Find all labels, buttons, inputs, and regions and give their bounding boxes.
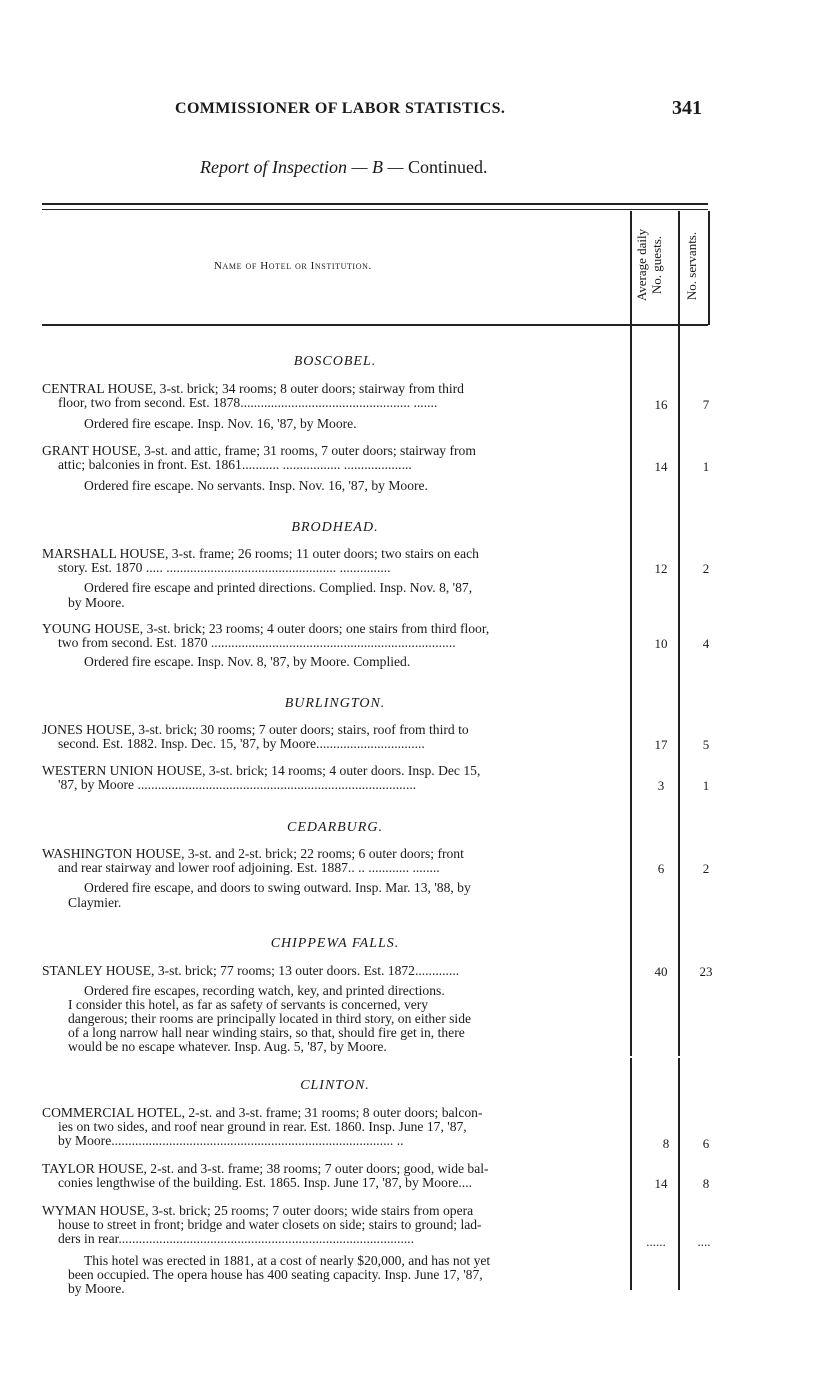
- guests-value: 14: [654, 459, 668, 474]
- column-header-servants: [684, 226, 700, 306]
- entry-note: been occupied. The opera house has 400 seating capacity. Insp. June 17, '87,: [68, 1268, 483, 1282]
- section-heading: BOSCOBEL.: [293, 354, 377, 369]
- guests-value: 6: [657, 861, 665, 876]
- entry-western-union-house: [42, 764, 630, 792]
- entry-commercial-hotel: [42, 1106, 630, 1149]
- running-head: COMMISSIONER OF LABOR STATISTICS.: [175, 100, 506, 117]
- guests-value: 17: [654, 737, 668, 752]
- entry-line: CENTRAL HOUSE, 3-st. brick; 34 rooms; 8 outer doors; stairway from third: [42, 382, 464, 396]
- col-rule-2b: [678, 1058, 680, 1290]
- entry-line: by Moore................................................................................... ..: [58, 1134, 404, 1149]
- col-rule-1b: [630, 1058, 632, 1290]
- header-rule: [42, 324, 708, 326]
- entry-central-house: [42, 382, 630, 410]
- entry-note: I consider this hotel, as far as safety of servants is concerned, very: [68, 998, 429, 1012]
- section-heading: CHIPPEWA FALLS.: [270, 936, 400, 951]
- entry-line: ies on two sides, and roof near ground in rear. Est. 1860. Insp. June 17, '87,: [58, 1120, 467, 1135]
- entry-line: GRANT HOUSE, 3-st. and attic, frame; 31 rooms, 7 outer doors; stairway from: [42, 444, 476, 458]
- entry-line: story. Est. 1870 ..... .................................................. ...............: [58, 561, 391, 576]
- entry-note: This hotel was erected in 1881, at a cost of nearly $20,000, and has not yet: [84, 1254, 491, 1268]
- entry-line: COMMERCIAL HOTEL, 2-st. and 3-st. frame; 31 rooms; 8 outer doors; balcon-: [42, 1106, 483, 1120]
- entry-note: dangerous; their rooms are principally located in third story, on either side: [68, 1012, 472, 1026]
- section-heading: CLINTON.: [300, 1078, 370, 1093]
- entry-washington-house: [42, 847, 630, 875]
- entry-line: attic; balconies in front. Est. 1861........... ................. ....................: [58, 458, 412, 473]
- guests-value: 12: [654, 561, 668, 576]
- guests-value: ......: [646, 1234, 666, 1249]
- section-heading: CEDARBURG.: [287, 820, 383, 835]
- entry-jones-house: [42, 723, 630, 751]
- entry-line: TAYLOR HOUSE, 2-st. and 3-st. frame; 38 rooms; 7 outer doors; good, wide bal-: [42, 1162, 489, 1176]
- entry-note: would be no escape whatever. Insp. Aug. 5, '87, by Moore.: [68, 1040, 387, 1054]
- entry-line: and rear stairway and lower roof adjoining. Est. 1887.. .. ............ ........: [58, 861, 440, 876]
- guests-value: 14: [654, 1176, 668, 1191]
- column-header-name: Name of Hotel or Institution.: [214, 260, 372, 272]
- entry-note: Ordered fire escape. No servants. Insp. Nov. 16, '87, by Moore.: [84, 479, 428, 493]
- entry-taylor-house: [42, 1162, 630, 1190]
- entry-line: WESTERN UNION HOUSE, 3-st. brick; 14 rooms; 4 outer doors. Insp. Dec 15,: [42, 764, 481, 778]
- guests-value: 8: [662, 1136, 670, 1151]
- col-rule-2: [678, 211, 680, 1056]
- entry-line: JONES HOUSE, 3-st. brick; 30 rooms; 7 outer doors; stairs, roof from third to: [42, 723, 469, 737]
- guests-value: 3: [657, 778, 665, 793]
- guests-line1: Average daily: [634, 228, 649, 302]
- entry-note: by Moore.: [68, 1282, 125, 1296]
- top-rule-2: [42, 209, 708, 210]
- entry-note: of a long narrow hall near winding stairs, so that, should fire get in, there: [68, 1026, 465, 1040]
- servants-header-text: No. servants.: [684, 231, 699, 301]
- top-rule-1: [42, 203, 708, 205]
- guests-value: 16: [654, 397, 668, 412]
- guests-line2: No. guests.: [649, 235, 664, 295]
- col-rule-3: [708, 211, 710, 325]
- servants-value: 5: [702, 737, 710, 752]
- col-rule-1: [630, 211, 632, 1056]
- entry-line: MARSHALL HOUSE, 3-st. frame; 26 rooms; 11 outer doors; two stairs on each: [42, 547, 479, 561]
- column-header-guests: [634, 225, 664, 305]
- entry-line: floor, two from second. Est. 1878.................................................. .......: [58, 396, 438, 411]
- servants-value: 2: [702, 861, 710, 876]
- caption-rest: Continued.: [403, 157, 488, 177]
- entry-note: Claymier.: [68, 896, 122, 910]
- guests-value: 40: [654, 964, 668, 979]
- entry-line: WASHINGTON HOUSE, 3-st. and 2-st. brick; 22 rooms; 6 outer doors; front: [42, 847, 464, 861]
- entry-note: Ordered fire escape and printed directions. Complied. Insp. Nov. 8, '87,: [84, 581, 473, 595]
- section-heading: BRODHEAD.: [291, 520, 379, 535]
- section-heading: BURLINGTON.: [284, 696, 386, 711]
- servants-value: 4: [702, 636, 710, 651]
- servants-value: 7: [702, 397, 710, 412]
- table-caption: [200, 157, 487, 178]
- entry-young-house: [42, 622, 630, 650]
- servants-value: 23: [699, 964, 713, 979]
- entry-marshall-house: [42, 547, 630, 575]
- entry-note: by Moore.: [68, 596, 125, 610]
- entry-line: second. Est. 1882. Insp. Dec. 15, '87, by Moore................................: [58, 737, 425, 752]
- entry-stanley-house: [42, 964, 630, 978]
- entry-line: '87, by Moore ..................................................................................: [58, 778, 417, 793]
- entry-line: STANLEY HOUSE, 3-st. brick; 77 rooms; 13 outer doors. Est. 1872.............: [42, 964, 460, 978]
- entry-line: YOUNG HOUSE, 3-st. brick; 23 rooms; 4 outer doors; one stairs from third floor,: [42, 622, 490, 636]
- servants-value: ....: [697, 1234, 711, 1249]
- entry-line: two from second. Est. 1870 ........................................................................: [58, 636, 456, 651]
- entry-wyman-house: [42, 1204, 630, 1247]
- servants-value: 2: [702, 561, 710, 576]
- entry-note: Ordered fire escape. Insp. Nov. 16, '87, by Moore.: [84, 417, 357, 431]
- entry-note: Ordered fire escapes, recording watch, key, and printed directions.: [84, 984, 445, 998]
- entry-grant-house: [42, 444, 630, 472]
- servants-value: 6: [702, 1136, 710, 1151]
- entry-line: ders in rear.......................................................................................: [58, 1232, 415, 1247]
- caption-italic: Report of Inspection — B —: [200, 157, 404, 177]
- entry-note: Ordered fire escape, and doors to swing outward. Insp. Mar. 13, '88, by: [84, 881, 471, 895]
- servants-value: 1: [702, 459, 710, 474]
- entry-line: house to street in front; bridge and water closets on side; stairs to ground; lad-: [58, 1218, 482, 1233]
- entry-line: conies lengthwise of the building. Est. 1865. Insp. June 17, '87, by Moore....: [58, 1176, 472, 1191]
- servants-value: 8: [702, 1176, 710, 1191]
- entry-line: WYMAN HOUSE, 3-st. brick; 25 rooms; 7 outer doors; wide stairs from opera: [42, 1204, 474, 1218]
- entry-note: Ordered fire escape. Insp. Nov. 8, '87, by Moore. Complied.: [84, 655, 411, 669]
- page-number: 341: [672, 97, 702, 119]
- guests-value: 10: [654, 636, 668, 651]
- servants-value: 1: [702, 778, 710, 793]
